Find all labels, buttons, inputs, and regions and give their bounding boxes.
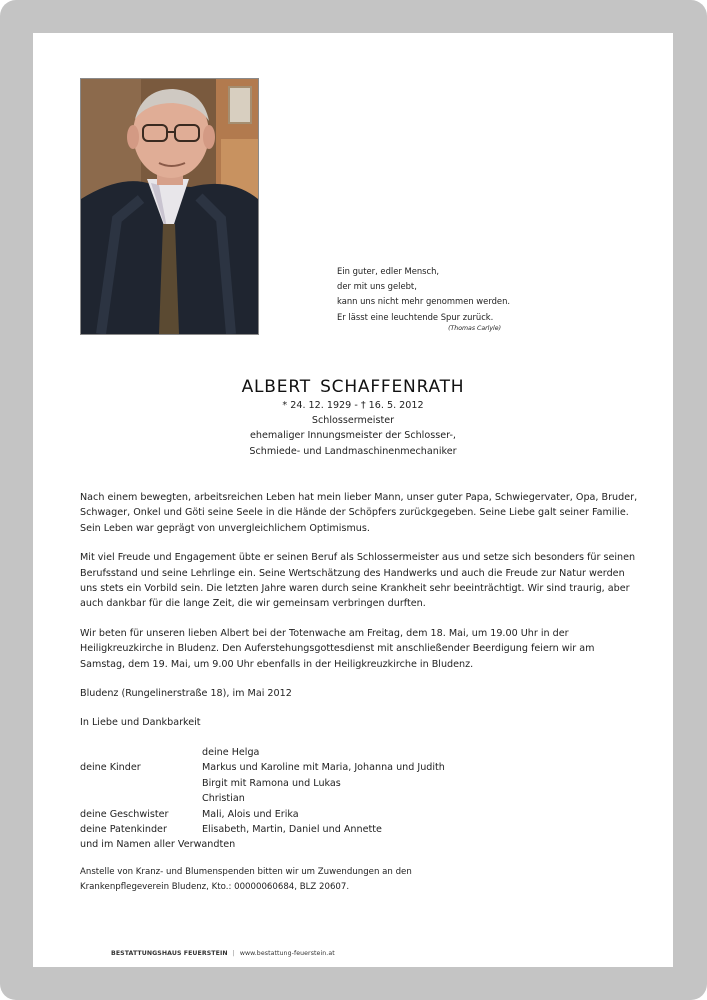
mourner-row — [80, 822, 640, 837]
mourner-label: deine Patenkinder — [80, 823, 167, 835]
closing-line: In Liebe und Dankbarkeit — [80, 717, 201, 729]
mourner-row — [80, 837, 640, 852]
deceased-header — [33, 376, 673, 459]
mourner-names: Mali, Alois und Erika — [202, 808, 299, 820]
donation-line-2: Krankenpflegeverein Bludenz, Kto.: 00000060684, BLZ 20607. — [80, 881, 350, 892]
mourner-names: Elisabeth, Martin, Daniel und Annette — [202, 823, 382, 835]
mourner-label: deine Geschwister — [80, 808, 169, 820]
footer — [111, 950, 335, 957]
mourner-row — [80, 791, 640, 806]
role-line-2: Schmiede- und Landmaschinenmechaniker — [249, 445, 457, 457]
mourner-names: deine Helga — [202, 746, 260, 758]
funeral-home-name: BESTATTUNGSHAUS FEUERSTEIN — [111, 950, 228, 957]
portrait-photo — [80, 78, 259, 335]
mourner-row — [80, 760, 640, 775]
profession: Schlossermeister — [311, 415, 395, 427]
mourner-label: deine Kinder — [80, 762, 141, 774]
obituary-page — [33, 33, 673, 967]
mourner-names: Christian — [202, 793, 245, 805]
quote-line: Er lässt eine leuchtende Spur zurück. — [337, 311, 494, 322]
website-link[interactable]: www.bestattung-feuerstein.at — [239, 950, 335, 957]
mourner-names: Birgit mit Ramona und Lukas — [202, 777, 341, 789]
footer-separator: | — [232, 950, 235, 957]
quote-line: kann uns nicht mehr genommen werden. — [337, 296, 511, 307]
paragraph-career: Mit viel Freude und Engagement übte er seinen Beruf als Schlossermeister aus und setze sich besonders für seinen Berufsstand und seine Lehrlinge ein. Seine Wertschätzung des Handwerks und auch die Freude zur Natur werden uns stets ein Vorbild sein. Die letzten Jahre waren durch seine Krankheit sehr beeinträchtigt. Wir sind traurig, aber auch dankbar für die lange Zeit, die wir gemeinsam verbringen durften. — [80, 552, 636, 610]
mourner-row — [80, 807, 640, 822]
donation-line-1: Anstelle von Kranz- und Blumenspenden bitten wir um Zuwendungen an den — [80, 866, 412, 877]
mourners-list — [80, 745, 640, 853]
obituary-text — [80, 490, 640, 895]
mourner-label — [80, 745, 202, 760]
mourner-label — [80, 791, 202, 806]
deceased-name: ALBERT SCHAFFENRATH — [241, 377, 465, 397]
paragraph-service: Wir beten für unseren lieben Albert bei der Totenwache am Freitag, dem 18. Mai, um 19.00 Uhr in der Heiligkreuzkirche in Bludenz. Den Auferstehungsgottesdienst mit anschließender Beerdigung feiern wir am Samstag, dem 19. Mai, um 9.00 Uhr ebenfalls in der Heiligkreuzkirche in Bludenz. — [80, 627, 595, 670]
mourner-row — [80, 776, 640, 791]
mourner-row — [80, 745, 640, 760]
quote-line: der mit uns gelebt, — [337, 281, 417, 292]
mourner-names: Markus und Karoline mit Maria, Johanna und Judith — [202, 762, 445, 774]
life-dates: * 24. 12. 1929 - † 16. 5. 2012 — [282, 400, 424, 411]
paragraph-life: Nach einem bewegten, arbeitsreichen Leben hat mein lieber Mann, unser guter Papa, Schwiegervater, Opa, Bruder, Schwager, Onkel und Göti seine Seele in die Hände der Schöpfers zurückgegeben. Seine Liebe galt seiner Familie. Sein Leben war geprägt von unvergleichlichem Optimismus. — [80, 492, 638, 534]
quote-author: (Thomas Carlyle) — [448, 324, 501, 332]
mourner-label: und im Namen aller Verwandten — [80, 839, 236, 851]
quote-block — [337, 264, 547, 334]
place-date: Bludenz (Rungelinerstraße 18), im Mai 2012 — [80, 688, 292, 700]
mourner-label — [80, 776, 202, 791]
quote-line: Ein guter, edler Mensch, — [337, 266, 440, 276]
role-line-1: ehemaliger Innungsmeister der Schlosser-, — [250, 430, 456, 442]
donation-note — [80, 865, 640, 895]
